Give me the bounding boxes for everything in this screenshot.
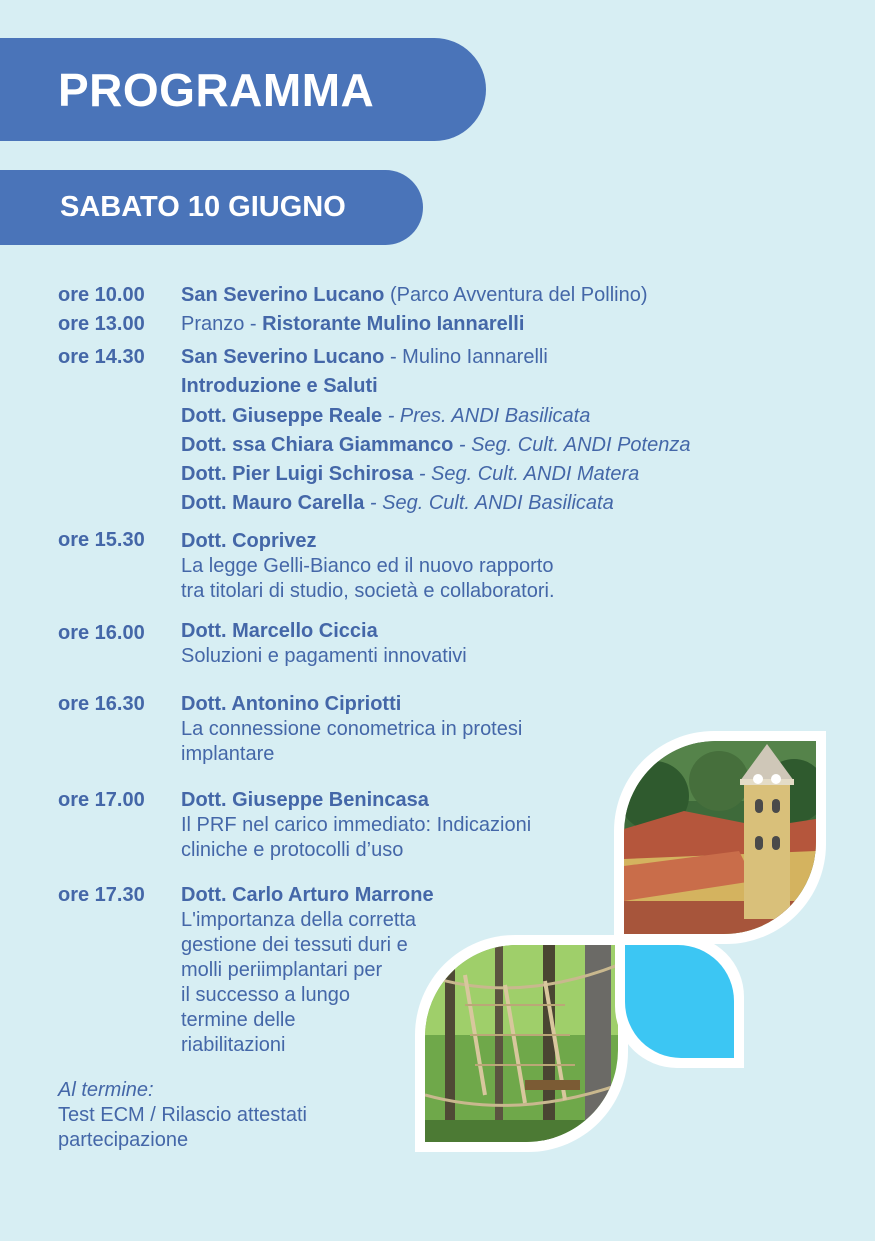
time-1600: ore 16.00 xyxy=(58,622,145,644)
time-1700: ore 17.00 xyxy=(58,789,145,811)
forest-photo xyxy=(425,945,618,1142)
speaker-row: Dott. ssa Chiara Giammanco - Seg. Cult. ANDI Potenza xyxy=(181,434,691,456)
talk-topic: implantare xyxy=(181,743,275,765)
talk-topic: Soluzioni e pagamenti innovativi xyxy=(181,645,467,667)
time-1300: ore 13.00 xyxy=(58,313,145,335)
talk-topic: molli periimplantari per xyxy=(181,959,383,981)
speaker-name: Dott. Marcello Ciccia xyxy=(181,620,378,642)
lunch-info: Pranzo - Ristorante Mulino Iannarelli xyxy=(181,313,525,335)
speaker-name: Dott. Antonino Cipriotti xyxy=(181,693,402,715)
talk-topic: Il PRF nel carico immediato: Indicazioni xyxy=(181,814,532,836)
speaker-name: Dott. Carlo Arturo Marrone xyxy=(181,884,434,906)
talk-topic: La connessione conometrica in protesi xyxy=(181,718,523,740)
session-location: San Severino Lucano - Mulino Iannarelli xyxy=(181,346,548,368)
closing-line: Test ECM / Rilascio attestati xyxy=(58,1104,307,1126)
intro-title: Introduzione e Saluti xyxy=(181,375,378,397)
talk-topic: riabilitazioni xyxy=(181,1034,286,1056)
time-1530: ore 15.30 xyxy=(58,529,145,551)
closing-label: Al termine: xyxy=(58,1079,154,1101)
church-illustration xyxy=(624,741,816,934)
speaker-name: Dott. Coprivez xyxy=(181,530,317,552)
closing-line: partecipazione xyxy=(58,1129,189,1151)
date-label: SABATO 10 GIUGNO xyxy=(60,191,346,223)
speaker-row: Dott. Mauro Carella - Seg. Cult. ANDI Basilicata xyxy=(181,492,614,514)
talk-topic: tra titolari di studio, società e collaboratori. xyxy=(181,580,555,602)
church-photo xyxy=(624,741,816,934)
accent-leaf xyxy=(625,945,734,1058)
talk-topic: termine delle xyxy=(181,1009,296,1031)
forest-illustration xyxy=(425,945,618,1142)
speaker-row: Dott. Pier Luigi Schirosa - Seg. Cult. ANDI Matera xyxy=(181,463,640,485)
talk-topic: L'importanza della corretta xyxy=(181,909,417,931)
talk-topic: La legge Gelli-Bianco ed il nuovo rapporto xyxy=(181,555,554,577)
time-1000: ore 10.00 xyxy=(58,284,145,306)
time-1430: ore 14.30 xyxy=(58,346,145,368)
talk-topic: il successo a lungo xyxy=(181,984,350,1006)
speaker-name: Dott. Giuseppe Benincasa xyxy=(181,789,429,811)
page-title: PROGRAMMA xyxy=(58,63,375,116)
time-1630: ore 16.30 xyxy=(58,693,145,715)
session-location: San Severino Lucano (Parco Avventura del Pollino) xyxy=(181,284,648,306)
page-title-banner xyxy=(0,38,486,141)
talk-topic: gestione dei tessuti duri e xyxy=(181,934,408,956)
date-banner xyxy=(0,170,423,245)
speaker-row: Dott. Giuseppe Reale - Pres. ANDI Basilicata xyxy=(181,405,591,427)
time-1730: ore 17.30 xyxy=(58,884,145,906)
talk-topic: cliniche e protocolli d’uso xyxy=(181,839,404,861)
